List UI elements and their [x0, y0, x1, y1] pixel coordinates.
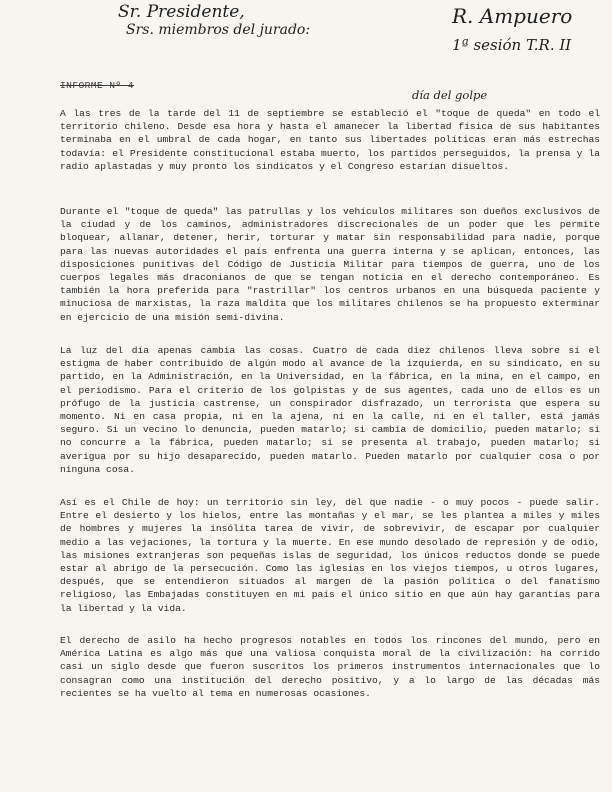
paragraph-curfew: A las tres de la tarde del 11 de septiembre se estableció el "toque de queda" en todo el territorio chileno. Desde esa hora y hasta el amanecer la libertad física de sus habitantes terminaba en el umbral de cada hogar, en tanto sus libertades políticas eran más estrechas todavía: el Presidente constitucional estaba muerto, los partidos perseguidos, la prensa y la radio aplastadas y muy pronto los sindicatos y el Congreso estarían disueltos.	[60, 108, 600, 172]
handwritten-date-note: día del golpe	[412, 88, 488, 102]
report-heading: INFORME Nº 4	[60, 80, 134, 91]
paragraph-right-of-asylum: El derecho de asilo ha hecho progresos notables en todos los rincones del mundo, pero en América Latina es algo más que una valiosa conquista moral de la civilización: ha corrido casi un siglo desde que fueron suscritos los primeros instrumentos internacionales que lo consagran como una institución del derecho positivo, y a lo largo de las décadas más recientes se ha vuelto al tema en numerosas ocasiones.	[60, 635, 600, 699]
handwritten-salutation: Sr. Presidente,	[118, 2, 245, 22]
paragraph-chile-today: Así es el Chile de hoy: un territorio sin ley, del que nadie - o muy pocos - puede salir. Entre el desierto y los hielos, entre las montañas y el mar, se les plantea a miles y miles de hombres y mujeres la insólita tarea de vivir, de sobrevivir, de escapar por cualquier medio a las vejaciones, la tortura y la muerte. En ese mundo desolado de represión y de odio, las misiones extranjeras son pequeñas islas de seguridad, los únicos reductos donde se puede estar al abrigo de la persecución. Como las iglesias en los viejos tiempos, u otros lugares, después, que se entendieron situados al margen de la pasión política o del fanatismo religioso, las Embajadas constituyen en mi país el único sitio en que aún hay garantías para la libertad y la vida.	[60, 497, 600, 614]
paragraph-daylight: La luz del día apenas cambia las cosas. Cuatro de cada diez chilenos lleva sobre sí el estigma de haber contribuido de algún modo al avance de la izquierda, en su sindicato, en su partido, en la Administración, en la Universidad, en la fábrica, en la mina, en el campo, en el periodismo. Para el criterio de los golpistas y de sus agentes, cada uno de ellos es un prófugo de la justicia castrense, un conspirador disfrazado, un terrorista que espera su momento. Ni en casa propia, ni en la ajena, ni en la calle, ni en el taller, está jamás seguro. Si un vecino lo denuncia, pueden matarlo; si cambia de domicilio, pueden matarlo; si no concurre a la fábrica, pueden matarlo; si se presenta al trabajo, pueden matarlo; si averigua por su hijo desaparecido, pueden matarlo. Pueden matarlo por cualquier cosa o por ninguna cosa.	[60, 345, 600, 475]
handwritten-session: 1ª sesión T.R. II	[452, 36, 572, 54]
handwritten-salutation-jury: Srs. miembros del jurado:	[126, 22, 311, 38]
paragraph-military-patrols: Durante el "toque de queda" las patrullas y los vehículos militares son dueños exclusivos de la ciudad y de los caminos, administradores discrecionales de un poder que les permite bloquear, allanar, detener, herir, torturar y matar sin responsabilidad para nadie, porque para las nuevas autoridades el país enfrenta una guerra interna y se aplican, entonces, las disposiciones punitivas del Código de Justicia Militar para tiempos de guerra, uno de los cuerpos legales más draconianos de que se tengan noticia en el derecho contemporáneo. Es también la hora preferida para "rastrillar" los centros urbanos en una búsqueda paciente y minuciosa de marxistas, la raza maldita que los militares chilenos se ha propuesto exterminar en ejercicio de una misión semi-divina.	[60, 206, 600, 323]
handwritten-author: R. Ampuero	[452, 4, 573, 28]
